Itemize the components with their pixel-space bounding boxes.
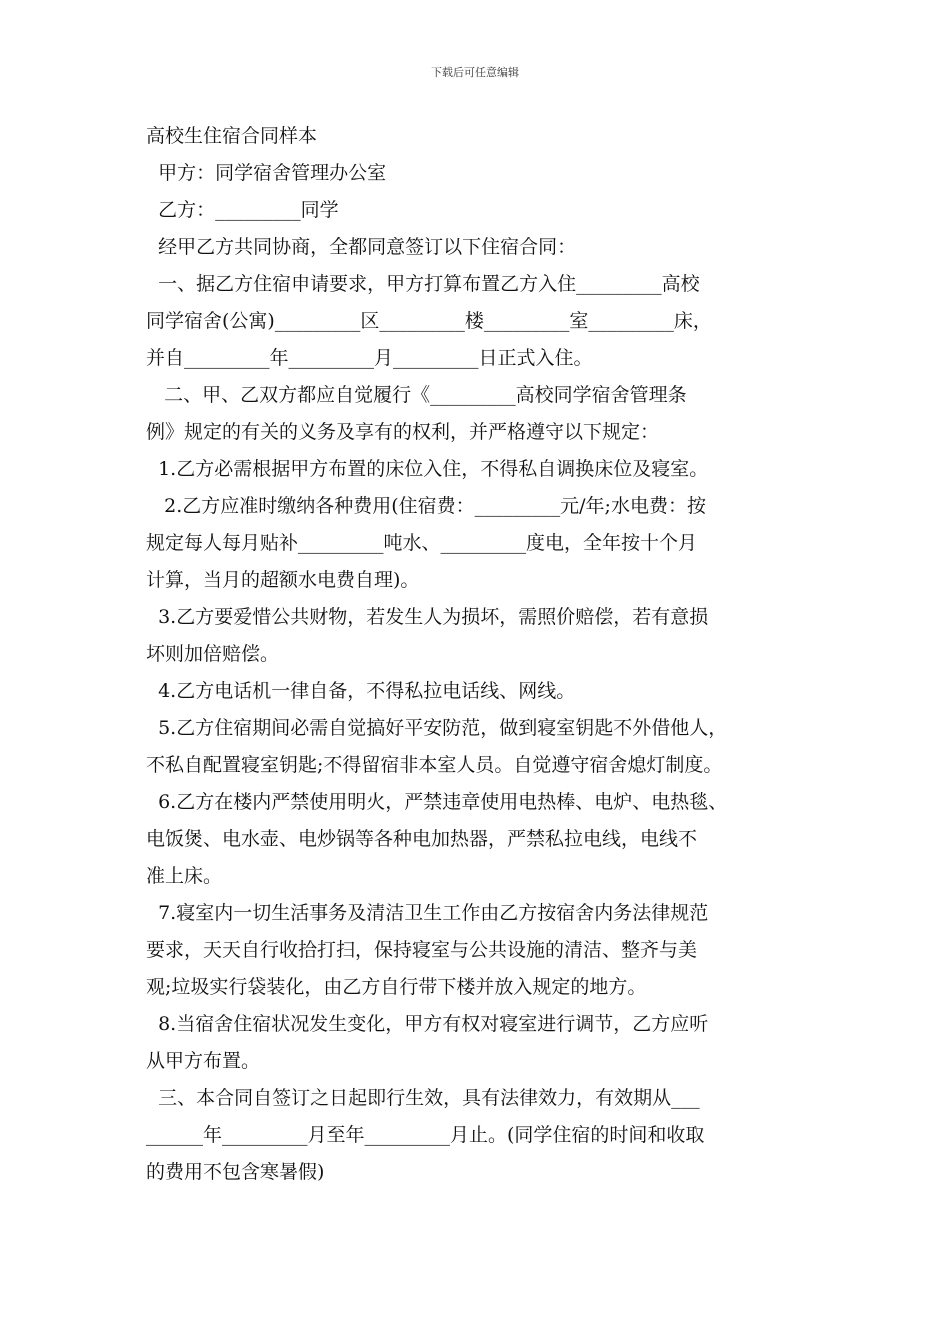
text-line: 坏则加倍赔偿。: [146, 643, 280, 665]
text-line: 5.乙方住宿期间必需自觉搞好平安防范，做到寝室钥匙不外借他人，: [146, 717, 728, 739]
contract-body: [146, 118, 810, 1191]
text-line: ______年_________月至年_________月止。(同学住宿的时间和收取: [146, 1124, 705, 1146]
text-line: 从甲方布置。: [146, 1050, 261, 1072]
text-line: 3.乙方要爱惜公共财物，若发生人为损坏，需照价赔偿，若有意损: [146, 606, 709, 628]
text-line: 7.寝室内一切生活事务及清洁卫生工作由乙方按宿舍内务法律规范: [146, 902, 709, 924]
text-line: 乙方：_________同学: [146, 199, 339, 221]
text-line: 经甲乙方共同协商，全都同意签订以下住宿合同：: [146, 236, 577, 258]
document-title: 高校生住宿合同样本: [146, 125, 318, 147]
text-line: 8.当宿舍住宿状况发生变化，甲方有权对寝室进行调节，乙方应听: [146, 1013, 709, 1035]
text-line: 电饭煲、电水壶、电炒锅等各种电加热器，严禁私拉电线，电线不: [146, 828, 698, 850]
text-line: 一、据乙方住宿申请要求，甲方打算布置乙方入住_________高校: [146, 273, 700, 295]
text-line: 2.乙方应准时缴纳各种费用(住宿费：_________元/年;水电费：按: [146, 495, 706, 517]
text-line: 计算，当月的超额水电费自理)。: [146, 569, 420, 591]
page-header: 下载后可任意编辑: [431, 66, 519, 79]
text-line: 准上床。: [146, 865, 223, 887]
text-line: 要求，天天自行收拾打扫，保持寝室与公共设施的清洁、整齐与美: [146, 939, 698, 961]
text-line: 三、本合同自签订之日起即行生效，具有法律效力，有效期从___: [146, 1087, 700, 1109]
text-line: 同学宿舍(公寓)_________区_________楼_________室_________床，: [146, 310, 712, 332]
text-line: 不私自配置寝室钥匙;不得留宿非本室人员。自觉遵守宿舍熄灯制度。: [146, 754, 723, 776]
text-line: 规定每人每月贴补_________吨水、_________度电，全年按十个月: [146, 532, 698, 554]
text-line: 观;垃圾实行袋装化，由乙方自行带下楼并放入规定的地方。: [146, 976, 647, 998]
text-line: 甲方：同学宿舍管理办公室: [146, 162, 387, 184]
text-line: 的费用不包含寒暑假): [146, 1161, 325, 1183]
text-line: 并自_________年_________月_________日正式入住。: [146, 347, 593, 369]
text-line: 6.乙方在楼内严禁使用明火，严禁违章使用电热棒、电炉、电热毯、: [146, 791, 728, 813]
text-line: 二、甲、乙双方都应自觉履行《_________高校同学宿舍管理条: [146, 384, 687, 406]
text-line: 4.乙方电话机一律自备，不得私拉电话线、网线。: [146, 680, 576, 702]
text-line: 例》规定的有关的义务及享有的权利，并严格遵守以下规定：: [146, 421, 660, 443]
text-line: 1.乙方必需根据甲方布置的床位入住，不得私自调换床位及寝室。: [146, 458, 709, 480]
